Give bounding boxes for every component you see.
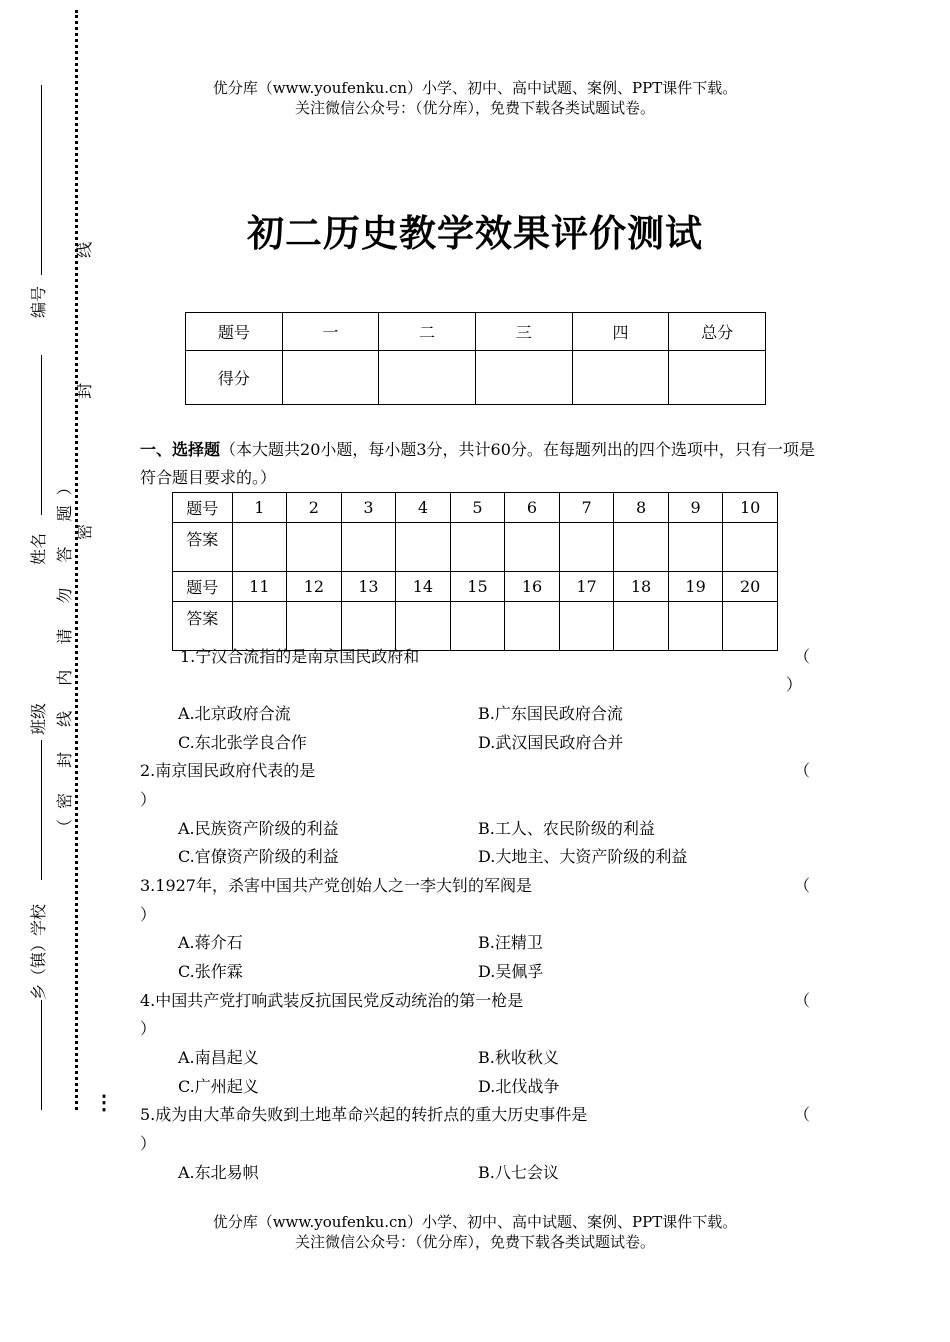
- answer-num: 2: [287, 493, 342, 523]
- option-b[interactable]: B.广东国民政府合流: [478, 704, 623, 723]
- answer-paren-open: （: [793, 991, 810, 1010]
- answer-num: 19: [668, 572, 723, 602]
- answer-cell[interactable]: [559, 523, 614, 572]
- answer-num: 18: [614, 572, 669, 602]
- score-header-cell: 一: [282, 313, 379, 351]
- question-stem: 1.宁汉合流指的是南京国民政府和: [180, 647, 420, 666]
- answer-num: 10: [723, 493, 778, 523]
- side-class-label: 班级: [29, 702, 48, 735]
- answer-num: 8: [614, 493, 669, 523]
- option-a[interactable]: A.南昌起义: [178, 1048, 259, 1067]
- side-seal-text: （密 封 线 内 请 勿 答 题）: [55, 469, 74, 835]
- answer-num: 12: [287, 572, 342, 602]
- option-d[interactable]: D.吴佩孚: [478, 962, 544, 981]
- score-header-cell: 四: [572, 313, 669, 351]
- answer-num: 1: [232, 493, 287, 523]
- page-title: 初二历史教学效果评价测试: [247, 212, 703, 255]
- option-a[interactable]: A.蒋介石: [178, 933, 243, 952]
- answer-paren-open: （: [793, 647, 810, 666]
- side-school-label: 乡（镇）学校: [29, 903, 48, 1000]
- option-b[interactable]: B.八七会议: [478, 1163, 559, 1182]
- answer-paren-close: ）: [140, 790, 157, 809]
- score-cell[interactable]: [572, 351, 669, 405]
- score-table: [185, 312, 766, 405]
- score-cell[interactable]: [669, 351, 766, 405]
- option-b[interactable]: B.秋收秋义: [478, 1048, 559, 1067]
- answer-cell[interactable]: [287, 523, 342, 572]
- header-line-1: 优分库（www.youfenku.cn）小学、初中、高中试题、案例、PPT课件下载。: [212, 79, 738, 97]
- header-line-2: 关注微信公众号：（优分库），免费下载各类试题试卷。: [294, 99, 655, 117]
- answer-cell[interactable]: [614, 523, 669, 572]
- side-dots: ⋮: [94, 1090, 114, 1114]
- answer-paren-open: （: [793, 876, 810, 895]
- option-b[interactable]: B.汪精卫: [478, 933, 543, 952]
- answer-num: 11: [232, 572, 287, 602]
- option-d[interactable]: D.北伐战争: [478, 1077, 560, 1096]
- option-b[interactable]: B.工人、农民阶级的利益: [478, 819, 655, 838]
- option-c[interactable]: C.张作霖: [178, 962, 243, 981]
- answer-num: 6: [505, 493, 560, 523]
- answer-cell[interactable]: [723, 523, 778, 572]
- answer-num-label: 题号: [173, 572, 233, 602]
- answer-cell[interactable]: [668, 523, 723, 572]
- option-c[interactable]: C.东北张学良合作: [178, 733, 307, 752]
- question-stem: 3.1927年，杀害中国共产党创始人之一李大钊的军阀是: [140, 876, 532, 895]
- option-a[interactable]: A.北京政府合流: [178, 704, 291, 723]
- option-a[interactable]: A.东北易帜: [178, 1163, 259, 1182]
- option-d[interactable]: D.大地主、大资产阶级的利益: [478, 847, 688, 866]
- school-underline: [41, 1000, 42, 1110]
- question-stem: 2.南京国民政府代表的是: [140, 761, 316, 780]
- answer-paren-close: ）: [140, 1019, 157, 1038]
- answer-cell[interactable]: [232, 523, 287, 572]
- footer-line-2: 关注微信公众号：（优分库），免费下载各类试题试卷。: [294, 1233, 655, 1251]
- score-cell[interactable]: [379, 351, 476, 405]
- answer-num: 4: [396, 493, 451, 523]
- answer-num: 13: [341, 572, 396, 602]
- answer-num: 5: [450, 493, 505, 523]
- score-cell[interactable]: [475, 351, 572, 405]
- section-1-heading: [140, 436, 820, 492]
- answer-cell[interactable]: [450, 523, 505, 572]
- answer-paren-close: ）: [140, 905, 157, 924]
- question-stem: 5.成为由大革命失败到土地革命兴起的转折点的重大历史事件是: [140, 1105, 588, 1124]
- score-cell[interactable]: [282, 351, 379, 405]
- option-a[interactable]: A.民族资产阶级的利益: [178, 819, 339, 838]
- question-stem: 4.中国共产党打响武装反抗国民党反动统治的第一枪是: [140, 991, 524, 1010]
- answer-num: 9: [668, 493, 723, 523]
- score-header-cell: 总分: [669, 313, 766, 351]
- answer-paren-open: （: [793, 761, 810, 780]
- answer-num: 3: [341, 493, 396, 523]
- answer-num: 17: [559, 572, 614, 602]
- answer-num-label: 题号: [173, 493, 233, 523]
- seal-dotted-line: [75, 10, 78, 1110]
- option-c[interactable]: C.广州起义: [178, 1077, 259, 1096]
- answer-table: [172, 492, 778, 651]
- answer-ans-label: 答案: [173, 602, 233, 651]
- side-name-label: 姓名: [29, 532, 48, 565]
- score-header-cell: 三: [475, 313, 572, 351]
- answer-paren-close: ）: [785, 675, 802, 694]
- side-seal-text-2: 密 封 线: [75, 181, 94, 540]
- class-underline: [41, 740, 42, 880]
- score-header-cell: 二: [379, 313, 476, 351]
- answer-cell[interactable]: [341, 523, 396, 572]
- answer-ans-label: 答案: [173, 523, 233, 572]
- option-d[interactable]: D.武汉国民政府合并: [478, 733, 624, 752]
- answer-paren-close: ）: [140, 1134, 157, 1153]
- answer-num: 14: [396, 572, 451, 602]
- score-row-label: 得分: [186, 351, 283, 405]
- section-1-desc: （本大题共20小题，每小题3分，共计60分。在每题列出的四个选项中，只有一项是符合题目要求的。）: [140, 440, 815, 487]
- section-1-title: 一、选择题: [140, 440, 221, 459]
- answer-num: 20: [723, 572, 778, 602]
- answer-num: 16: [505, 572, 560, 602]
- answer-cell[interactable]: [396, 523, 451, 572]
- name-underline: [41, 355, 42, 515]
- side-id-label: 编号: [29, 285, 48, 318]
- answer-num: 15: [450, 572, 505, 602]
- answer-num: 7: [559, 493, 614, 523]
- option-c[interactable]: C.官僚资产阶级的利益: [178, 847, 339, 866]
- score-header-cell: 题号: [186, 313, 283, 351]
- answer-cell[interactable]: [505, 523, 560, 572]
- answer-paren-open: （: [793, 1105, 810, 1124]
- footer-line-1: 优分库（www.youfenku.cn）小学、初中、高中试题、案例、PPT课件下载。: [212, 1213, 738, 1231]
